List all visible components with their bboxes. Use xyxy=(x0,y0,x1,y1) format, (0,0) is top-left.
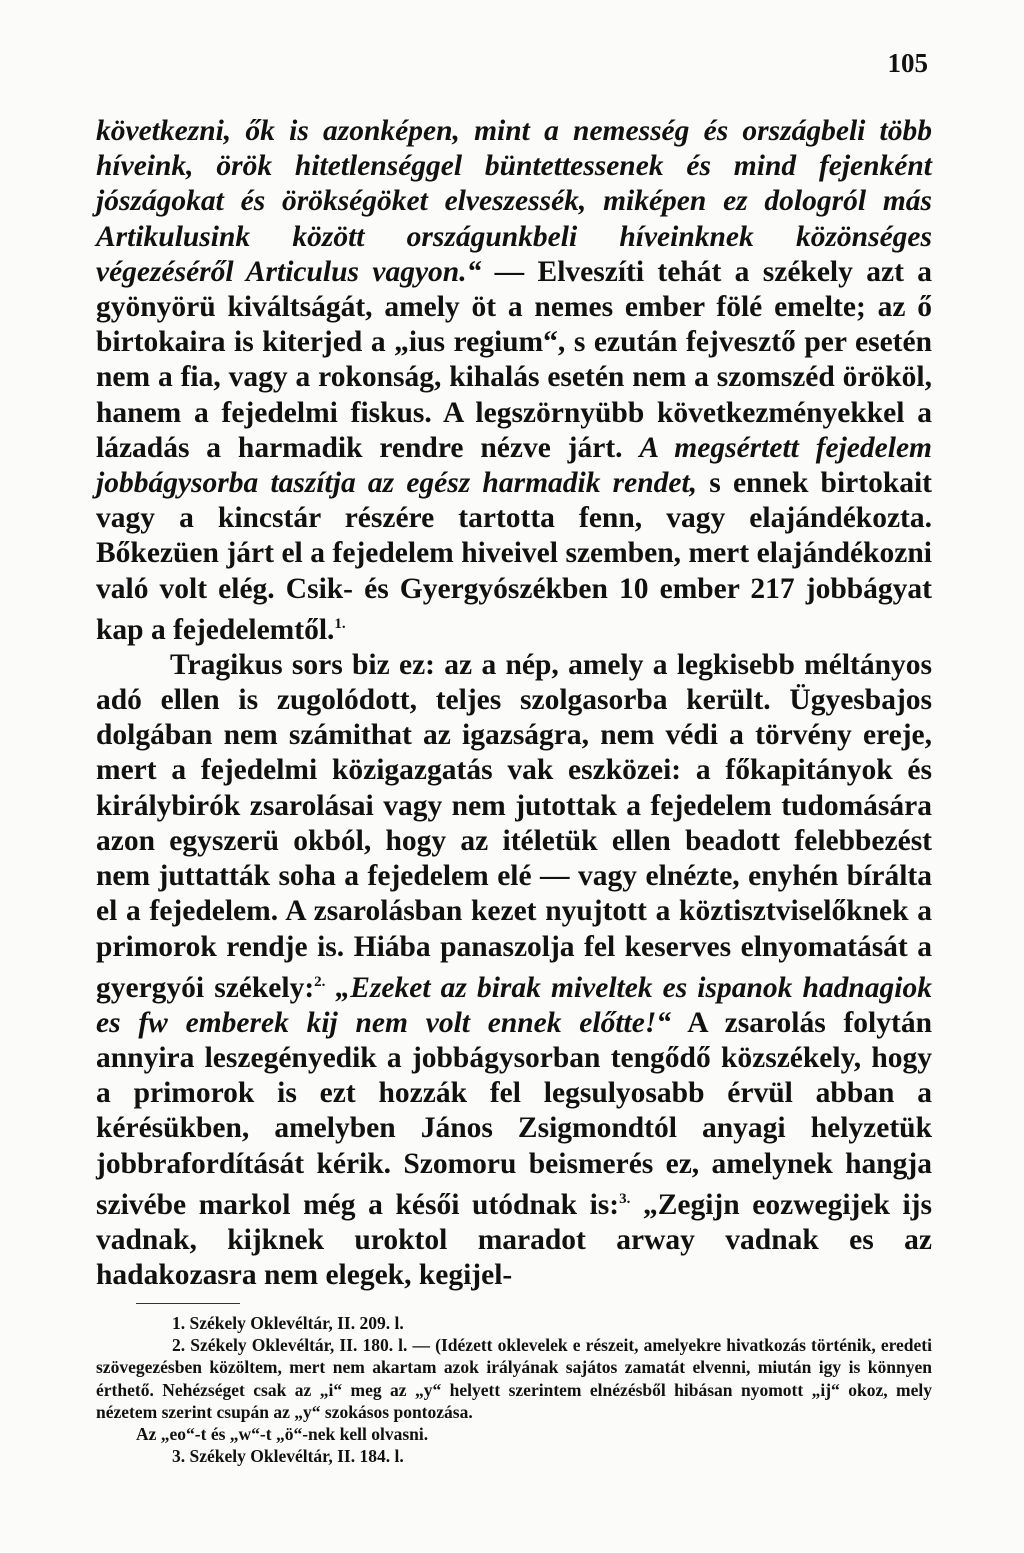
footnote-2-continuation: Az „eo“-t és „w“-t „ö“-nek kell olvasni. xyxy=(136,1424,429,1445)
paragraph-1-text-1: — Elveszíti tehát a székely azt a gyönyörü kiváltságát, amely öt a nemes ember fölé emelte; az ő birtokaira is kiterjed a „ius regium“, s ezután fejvesztő per esetén nem a fia, vagy a rokonság, kihalás esetén nem a szomszéd örököl, hanem a fejedelmi fiskus. A legszörnyübb következményekkel a lázadás a harmadik rendre nézve járt. xyxy=(96,255,933,464)
footnote-3: 3. Székely Oklevéltár, II. 184. l. xyxy=(172,1446,404,1467)
paragraph-2-text-1: Tragikus sors biz ez: az a nép, amely a legkisebb méltányos adó ellen is zugolódott, teljes szolgasorba került. Ügyesbajos dolgában nem számithat az igazságra, nem védi a törvény ereje, mert a fejedelmi közigazgatás vak eszközei: a főkapitányok és királybirók zsarolásai vagy nem jutottak a fejedelem tudomására azon egyszerü okból, hogy az itéletük ellen beadott felebbezést nem juttatták soha a fejedelem elé — vagy elnézte, enyhén bírálta el a fejedelem. A zsarolásban kezet nyujtott a köztisztviselőknek a primorok rendje is. Hiába panaszolja fel keserves elnyomatását a gyergyói székely: xyxy=(96,648,932,1004)
paragraph-2-italic-quote: „Ezeket az birak miveltek es ispanok hadnagiok es fw emberek kij nem volt ennek előtte!“ xyxy=(96,971,932,1039)
footnote-1: 1. Székely Oklevéltár, II. 209. l. xyxy=(172,1313,404,1333)
footnote-2: 2. Székely Oklevéltár, II. 180. l. — (Idézett oklevelek e részeit, amelyekre hivatkozás történik, eredeti szövegezésben közöltem, mert nem akartam azok irályának sajátos zamatát elvenni, miután igy is könnyen érthető. Nehézséget csak az „i“ meg az „y“ helyett szerintem elnézésből hibásan nyomott „ij“ okoz, mely nézetem szerint csupán az „y“ szokásos pontozása. xyxy=(96,1335,932,1422)
paragraph-1-text-2: s ennek birtokait vagy a kincstár részére tartotta fenn, vagy elajándékozta. Bőkezüen járt el a fejedelem hiveivel szemben, mert elajándékozni való volt elég. Csik- és Gyergyószékben 10 ember 217 jobbágyat kap a fejedelemtől. xyxy=(96,467,932,646)
paragraph-2-text-2: A zsarolás folytán annyira leszegényedik a jobbágysorban tengődő közszékely, hogy a primorok is ezt hozzák fel legsulyosabb érvül abban a kérésükben, amelyben János Zsigmondtól anyagi helyzetük jobbrafordítását kérik. Szomoru beismerés ez, amelynek hangja szivébe markol még a késői utódnak is: xyxy=(96,1006,932,1221)
paragraph-1-italic-2: A megsértett fejedelem jobbágysorba taszítja az egész harmadik rendet, xyxy=(96,431,932,500)
paragraph-2-text-3: „Zegijn eozwegijek ijs vadnak, kijknek uroktol maradot arway vadnak es az hadakozasra nem elegek, kegijel- xyxy=(96,1188,932,1291)
main-text xyxy=(96,114,932,1293)
footnotes xyxy=(96,1312,932,1467)
footnote-ref-1: 1. xyxy=(334,615,346,632)
footnote-divider xyxy=(136,1303,240,1304)
paragraph-1-italic-quote: következni, ők is azonképen, mint a nemesség és országbeli több híveink, örök hitetlenséggel büntettessenek és mind fejenként jószágokat és örökségöket elveszessék, miképen ez dologról más Artikulusink között országunkbeli híveinknek közönséges végezéséről Articulus vagyon.“ xyxy=(96,115,932,288)
page-number: 105 xyxy=(887,48,928,78)
footnote-ref-2: 2. xyxy=(314,973,326,990)
paragraph-2 xyxy=(96,648,932,1293)
footnote-ref-3: 3. xyxy=(619,1190,631,1207)
paragraph-1 xyxy=(96,114,932,648)
